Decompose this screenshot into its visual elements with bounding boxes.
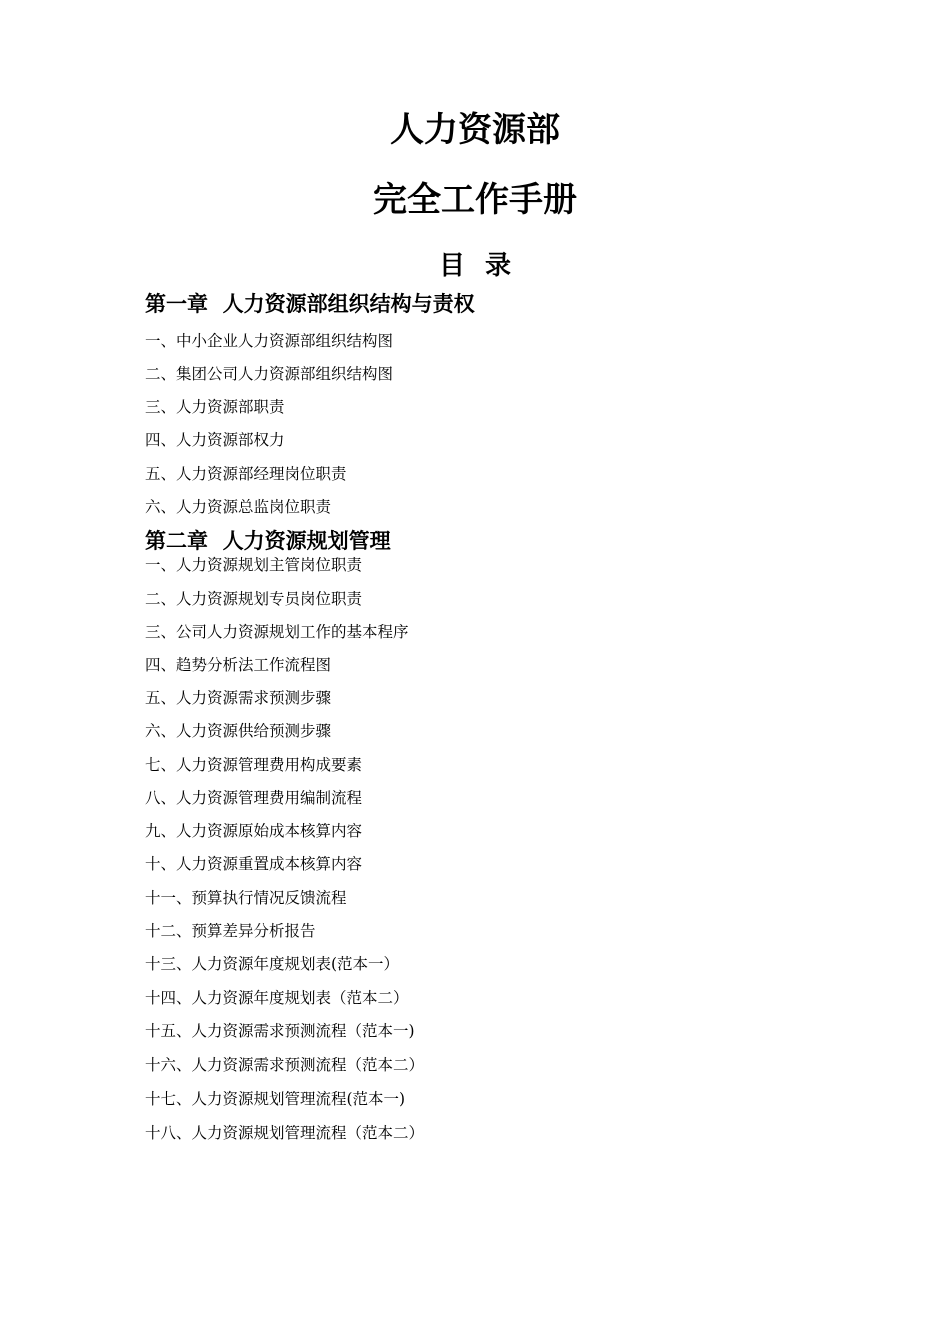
toc-item: 二、人力资源规划专员岗位职责 [145, 590, 363, 608]
toc-item: 九、人力资源原始成本核算内容 [145, 822, 363, 840]
toc-item: 二、集团公司人力资源部组织结构图 [145, 365, 394, 383]
toc-item: 三、人力资源部职责 [145, 398, 285, 416]
toc-item: 四、人力资源部权力 [145, 431, 285, 449]
toc-item: 十四、人力资源年度规划表（范本二） [145, 989, 409, 1007]
toc-item: 十一、预算执行情况反馈流程 [145, 889, 347, 907]
toc-item: 十八、人力资源规划管理流程（范本二） [145, 1124, 425, 1142]
toc-item: 十二、预算差异分析报告 [145, 922, 316, 940]
toc-item: 十七、人力资源规划管理流程(范本一) [145, 1090, 406, 1108]
toc-item: 一、中小企业人力资源部组织结构图 [145, 332, 394, 350]
chapter-1-title: 第一章 人力资源部组织结构与责权 [145, 292, 475, 316]
toc-item: 五、人力资源需求预测步骤 [145, 689, 332, 707]
toc-heading: 目录 [438, 251, 531, 281]
toc-item: 八、人力资源管理费用编制流程 [145, 789, 363, 807]
toc-item: 十三、人力资源年度规划表(范本一） [145, 955, 400, 973]
toc-item: 五、人力资源部经理岗位职责 [145, 465, 347, 483]
toc-item: 十五、人力资源需求预测流程（范本一) [145, 1022, 415, 1040]
toc-item: 三、公司人力资源规划工作的基本程序 [145, 623, 409, 641]
document-title-line2: 完全工作手册 [373, 180, 577, 220]
toc-item: 一、人力资源规划主管岗位职责 [145, 556, 363, 574]
toc-item: 四、趋势分析法工作流程图 [145, 656, 332, 674]
toc-item: 七、人力资源管理费用构成要素 [145, 756, 363, 774]
document-title-line1: 人力资源部 [390, 110, 560, 150]
toc-item: 十、人力资源重置成本核算内容 [145, 855, 363, 873]
toc-item: 十六、人力资源需求预测流程（范本二） [145, 1056, 425, 1074]
toc-item: 六、人力资源供给预测步骤 [145, 722, 332, 740]
toc-item: 六、人力资源总监岗位职责 [145, 498, 332, 516]
chapter-2-title: 第二章 人力资源规划管理 [145, 529, 391, 553]
